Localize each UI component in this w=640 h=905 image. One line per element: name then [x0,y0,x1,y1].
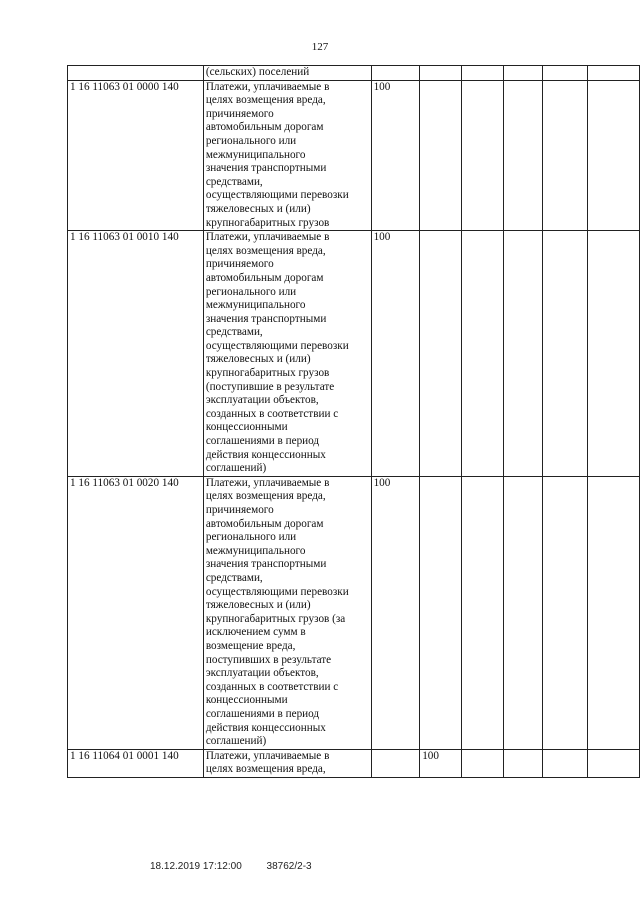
income-name-line: концессионными [205,694,288,707]
income-name-line: эксплуатации объектов, [205,667,319,680]
income-name-line: поступивших в результате [205,653,332,666]
rate-cell [420,80,462,231]
rate-cell [588,749,640,777]
rate-cell [462,231,504,477]
rate-cell: 100 [371,476,420,749]
income-name-line: крупногабаритных грузов [205,367,330,380]
table-row [68,66,640,81]
income-name-line: исключением сумм в [205,626,306,639]
budget-table [67,65,640,778]
rate-cell [543,66,588,81]
income-name-cell [203,66,371,81]
rate-cell [543,749,588,777]
income-name-line: Платежи, уплачиваемые в [205,749,330,762]
income-name-line: целях возмещения вреда, [205,244,326,257]
rate-cell [420,476,462,749]
income-name-line: соглашений) [205,735,267,748]
footer-timestamp: 18.12.2019 17:12:00 [150,861,242,872]
income-name-line: осуществляющими перевозки [205,585,349,598]
income-name-line: (сельских) поселений [205,66,310,78]
rate-cell [462,80,504,231]
income-name-line: целях возмещения вреда, [205,763,326,776]
page-number: 127 [311,41,329,53]
income-name-line: действия концессионных [205,448,326,461]
income-name-line: возмещение вреда, [205,639,296,652]
budget-code-cell: 1 16 11063 01 0000 140 [68,80,204,231]
income-name-line: эксплуатации объектов, [205,394,319,407]
income-name-line: целях возмещения вреда, [205,94,326,107]
rate-cell [504,80,543,231]
rate-cell [462,66,504,81]
income-name-line: средствами, [205,326,263,339]
rate-cell [371,66,420,81]
budget-code-cell [68,66,204,81]
income-name-line: средствами, [205,571,263,584]
table-row [68,80,640,231]
rate-cell [588,66,640,81]
income-name-line: действия концессионных [205,721,326,734]
income-name-line: значения транспортными [205,558,327,571]
income-name-line: соглашениями в период [205,707,320,720]
income-name-line: осуществляющими перевозки [205,189,349,202]
income-name-line: созданных в соответствии с [205,407,339,420]
income-name-line: регионального или [205,134,297,147]
income-name-line: межмуниципального [205,148,306,161]
income-name-line: автомобильным дорогам [205,517,324,530]
table-row [68,231,640,477]
income-name-line: Платежи, уплачиваемые в [205,80,330,93]
income-name-line: автомобильным дорогам [205,271,324,284]
income-name-line: регионального или [205,285,297,298]
income-name-line: межмуниципального [205,544,306,557]
income-name-cell [203,80,371,231]
income-name-line: причиняемого [205,258,274,271]
income-name-line: Платежи, уплачиваемые в [205,231,330,244]
income-name-line: тяжеловесных и (или) [205,353,311,366]
income-name-line: значения транспортными [205,162,327,175]
income-name-line: регионального или [205,531,297,544]
income-name-line: тяжеловесных и (или) [205,599,311,612]
income-name-line: соглашениями в период [205,435,320,448]
income-name-cell [203,231,371,477]
rate-cell [462,476,504,749]
income-name-line: межмуниципального [205,299,306,312]
rate-cell [543,476,588,749]
income-name-line: автомобильным дорогам [205,121,324,134]
income-name-line: средствами, [205,175,263,188]
rate-cell [420,66,462,81]
rate-cell [371,749,420,777]
income-name-line: созданных в соответствии с [205,680,339,693]
rate-cell [588,231,640,477]
income-name-line: крупногабаритных грузов [205,216,330,229]
rate-cell: 100 [420,749,462,777]
budget-code-cell: 1 16 11063 01 0010 140 [68,231,204,477]
income-name-line: осуществляющими перевозки [205,339,349,352]
income-name-line: причиняемого [205,107,274,120]
footer-doc-id: 38762/2-3 [266,861,312,872]
income-name-line: (поступившие в результате [205,380,335,393]
income-name-line: тяжеловесных и (или) [205,202,311,215]
income-name-cell [203,749,371,777]
footer [150,861,312,872]
rate-cell [420,231,462,477]
table-row [68,476,640,749]
income-name-line: Платежи, уплачиваемые в [205,476,330,489]
income-name-line: соглашений) [205,462,267,475]
rate-cell [504,66,543,81]
table-row [68,749,640,777]
income-name-cell [203,476,371,749]
rate-cell: 100 [371,231,420,477]
rate-cell [462,749,504,777]
income-name-line: причиняемого [205,504,274,516]
budget-code-cell: 1 16 11064 01 0001 140 [68,749,204,777]
rate-cell [543,80,588,231]
rate-cell [504,231,543,477]
rate-cell [588,476,640,749]
income-name-line: целях возмещения вреда, [205,490,326,503]
rate-cell [543,231,588,477]
rate-cell [504,749,543,777]
rate-cell: 100 [371,80,420,231]
rate-cell [504,476,543,749]
budget-code-cell: 1 16 11063 01 0020 140 [68,476,204,749]
income-name-line: значения транспортными [205,312,327,325]
income-name-line: концессионными [205,421,288,434]
rate-cell [588,80,640,231]
income-name-line: крупногабаритных грузов (за [205,612,346,625]
